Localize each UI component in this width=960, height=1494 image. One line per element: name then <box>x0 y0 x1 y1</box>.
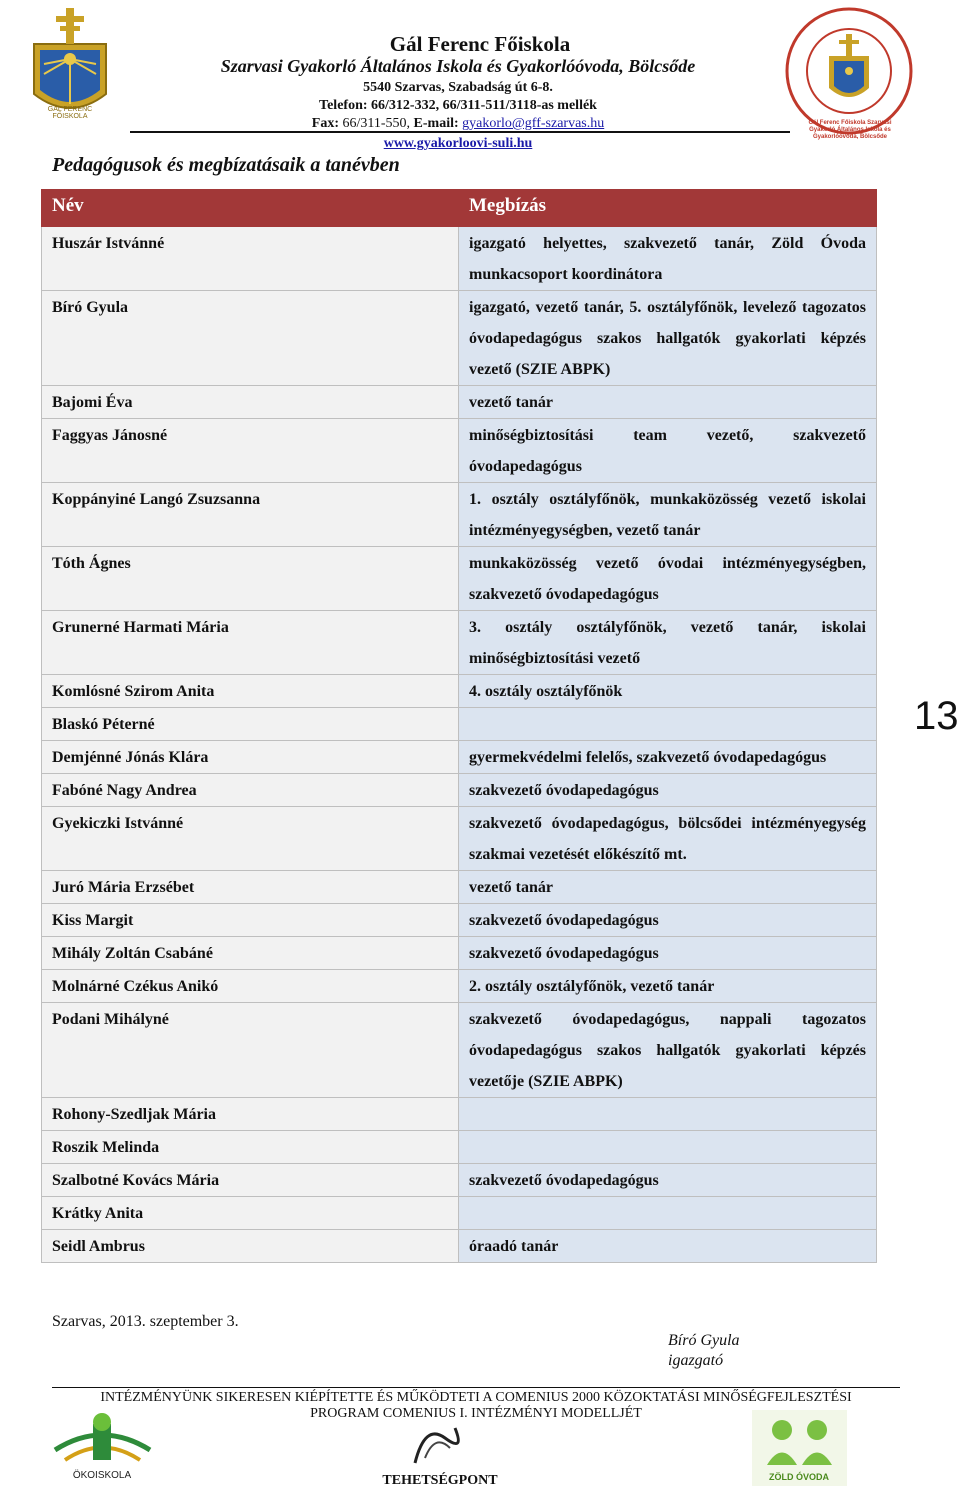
teachers-table <box>41 189 877 1263</box>
teacher-name-cell: Koppányiné Langó Zsuzsanna <box>42 483 459 547</box>
assignment-cell: óraadó tanár <box>459 1230 877 1263</box>
teacher-name-cell: Demjénné Jónás Klára <box>42 741 459 774</box>
assignment-cell: szakvezető óvodapedagógus <box>459 904 877 937</box>
table-row <box>42 904 877 937</box>
assignment-cell: gyermekvédelmi felelős, szakvezető óvodapedagógus <box>459 741 877 774</box>
table-row <box>42 741 877 774</box>
talent-point-caption: TEHETSÉGPONT <box>382 1473 498 1488</box>
teacher-name-cell: Tóth Ágnes <box>42 547 459 611</box>
teacher-name-cell: Seidl Ambrus <box>42 1230 459 1263</box>
table-row <box>42 675 877 708</box>
green-kindergarten-caption: ZÖLD ÓVODA <box>769 1472 829 1482</box>
table-row <box>42 386 877 419</box>
table-row <box>42 871 877 904</box>
page-number: 13 <box>914 694 959 738</box>
assignment-cell: szakvezető óvodapedagógus, nappali tagozatos óvodapedagógus szakos hallgatók gyakorlati képzés vezetője (SZIE ABPK) <box>459 1003 877 1098</box>
table-row <box>42 1003 877 1098</box>
teacher-name-cell: Blaskó Péterné <box>42 708 459 741</box>
teacher-name-cell: Rohony-Szedljak Mária <box>42 1098 459 1131</box>
fax-label: Fax: <box>311 116 339 131</box>
table-row <box>42 227 877 291</box>
assignment-cell: 3. osztály osztályfőnök, vezető tanár, iskolai minőségbiztosítási vezető <box>459 611 877 675</box>
teacher-name-cell: Fabóné Nagy Andrea <box>42 774 459 807</box>
footer-line-2: PROGRAM COMENIUS I. INTÉZMÉNYI MODELLJÉT <box>310 1406 642 1421</box>
footer-divider <box>52 1387 900 1388</box>
teacher-name-cell: Huszár Istvánné <box>42 227 459 291</box>
teacher-name-cell: Molnárné Czékus Anikó <box>42 970 459 1003</box>
teacher-name-cell: Szalbotné Kovács Mária <box>42 1164 459 1197</box>
talent-point-logo <box>375 1418 505 1488</box>
fax-number: 66/311-550, <box>342 116 411 131</box>
footer-line-1: INTÉZMÉNYÜNK SIKERESEN KIÉPÍTETTE ÉS MŰKÖDTETI A COMENIUS 2000 KÖZOKTATÁSI MINŐSÉGFEJLESZTÉSI <box>100 1390 852 1405</box>
table-row <box>42 483 877 547</box>
eco-school-logo <box>45 1410 160 1482</box>
table-row <box>42 807 877 871</box>
table-row <box>42 774 877 807</box>
teacher-name-cell: Podani Mihályné <box>42 1003 459 1098</box>
right-logo-caption: Gál Ferenc Főiskola Szarvasi Gyakorló Általános Iskola és Gyakorlóóvoda, Bölcsőde <box>808 120 892 140</box>
school-round-logo <box>784 6 914 136</box>
eco-school-caption: ÖKOISKOLA <box>72 1470 132 1481</box>
assignment-cell: szakvezető óvodapedagógus <box>459 774 877 807</box>
email-link[interactable]: gyakorlo@gff-szarvas.hu <box>462 116 605 131</box>
table-row <box>42 291 877 386</box>
left-logo-caption: GÁL FERENC FŐISKOLA <box>47 106 93 120</box>
school-name: Szarvasi Gyakorló Általános Iskola és Gyakorlóóvoda, Bölcsőde <box>220 56 696 76</box>
teacher-name-cell: Gyekiczki Istvánné <box>42 807 459 871</box>
address: 5540 Szarvas, Szabadság út 6-8. <box>363 80 553 95</box>
teacher-name-cell: Mihály Zoltán Csabáné <box>42 937 459 970</box>
assignment-cell: szakvezető óvodapedagógus <box>459 937 877 970</box>
assignment-cell: vezető tanár <box>459 386 877 419</box>
assignment-cell <box>459 1131 877 1164</box>
assignment-cell <box>459 1197 877 1230</box>
teacher-name-cell: Bíró Gyula <box>42 291 459 386</box>
teacher-name-cell: Roszik Melinda <box>42 1131 459 1164</box>
assignment-cell: munkaközösség vezető óvodai intézményegységben, szakvezető óvodapedagógus <box>459 547 877 611</box>
document-title: Pedagógusok és megbízatásaik a tanévben <box>52 154 400 176</box>
assignment-cell <box>459 708 877 741</box>
green-kindergarten-logo <box>752 1410 847 1486</box>
column-header-assignment: Megbízás <box>459 190 877 227</box>
table-row <box>42 419 877 483</box>
table-header-row <box>42 190 877 227</box>
assignment-cell <box>459 1098 877 1131</box>
website-link[interactable]: www.gyakorloovi-suli.hu <box>383 136 533 151</box>
table-body <box>42 227 877 1263</box>
signatory-title: igazgató <box>668 1352 724 1369</box>
header-divider <box>130 131 790 133</box>
assignment-cell: szakvezető óvodapedagógus <box>459 1164 877 1197</box>
teacher-name-cell: Krátky Anita <box>42 1197 459 1230</box>
table-row <box>42 1230 877 1263</box>
assignment-cell: szakvezető óvodapedagógus, bölcsődei intézményegység szakmai vezetését előkészítő mt. <box>459 807 877 871</box>
teacher-name-cell: Juró Mária Erzsébet <box>42 871 459 904</box>
teacher-name-cell: Kiss Margit <box>42 904 459 937</box>
website-line <box>0 136 916 152</box>
table-row <box>42 708 877 741</box>
teacher-name-cell: Grunerné Harmati Mária <box>42 611 459 675</box>
teacher-name-cell: Faggyas Jánosné <box>42 419 459 483</box>
assignment-cell: 4. osztály osztályfőnök <box>459 675 877 708</box>
teacher-name-cell: Komlósné Szirom Anita <box>42 675 459 708</box>
table-row <box>42 611 877 675</box>
table-row <box>42 1197 877 1230</box>
assignment-cell: igazgató helyettes, szakvezető tanár, Zöld Óvoda munkacsoport koordinátora <box>459 227 877 291</box>
institution-name: Gál Ferenc Főiskola <box>389 32 571 56</box>
assignment-cell: 2. osztály osztályfőnök, vezető tanár <box>459 970 877 1003</box>
phone: Telefon: 66/312-332, 66/311-511/3118-as mellék <box>319 98 597 113</box>
signatory-name: Bíró Gyula <box>668 1332 740 1349</box>
assignment-cell: 1. osztály osztályfőnök, munkaközösség vezető iskolai intézményegységben, vezető tanár <box>459 483 877 547</box>
place-date: Szarvas, 2013. szeptember 3. <box>52 1313 239 1330</box>
table-row <box>42 970 877 1003</box>
table-row <box>42 1131 877 1164</box>
table-row <box>42 937 877 970</box>
email-label: E-mail: <box>413 116 459 131</box>
assignment-cell: igazgató, vezető tanár, 5. osztályfőnök, levelező tagozatos óvodapedagógus szakos hallgatók gyakorlati képzés vezető (SZIE ABPK) <box>459 291 877 386</box>
assignment-cell: minőségbiztosítási team vezető, szakvezető óvodapedagógus <box>459 419 877 483</box>
table-row <box>42 1164 877 1197</box>
assignment-cell: vezető tanár <box>459 871 877 904</box>
teacher-name-cell: Bajomi Éva <box>42 386 459 419</box>
column-header-name: Név <box>42 190 459 227</box>
table-row <box>42 1098 877 1131</box>
fax-email <box>0 116 916 132</box>
table-row <box>42 547 877 611</box>
